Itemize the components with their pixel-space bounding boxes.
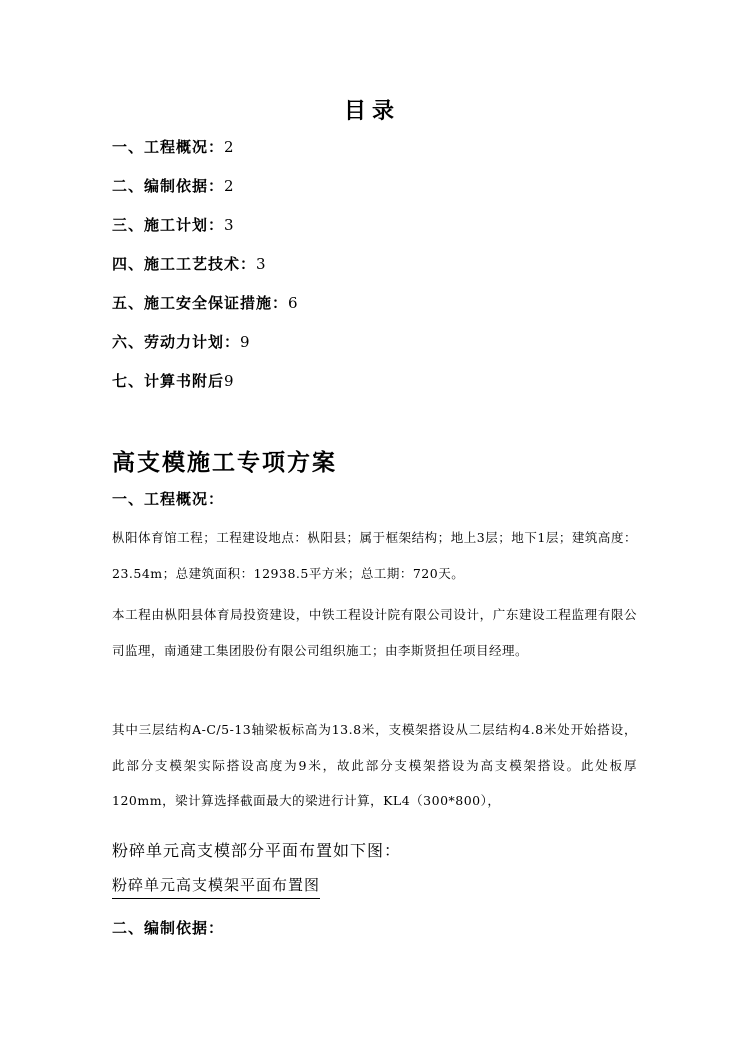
layout-description: 粉碎单元高支模部分平面布置如下图： bbox=[112, 841, 402, 860]
paragraph-project-info: 枞阳体育馆工程；工程建设地点：枞阳县；属于框架结构；地上3层；地下1层；建筑高度：23.54m；总建筑面积：12938.5平方米；总工期：720天。 bbox=[112, 530, 637, 581]
paragraph-parties: 本工程由枞阳县体育局投资建设，中铁工程设计院有限公司设计，广东建设工程监理有限公司监理，南通建工集团股份有限公司组织施工；由李斯贤担任项目经理。 bbox=[112, 607, 637, 658]
section-heading-overview: 一、工程概况： bbox=[112, 490, 225, 508]
paragraph-formwork: 其中三层结构A-C/5-13轴梁板标高为13.8米，支模架搭设从二层结构4.8米处开始搭设，此部分支模架实际搭设高度为9米，故此部分支模架搭设为高支模架搭设。此处板厚120mm，梁计算选择截面最大的梁进行计算，KL4（300*800）， bbox=[112, 722, 637, 808]
toc-item-page: 3 bbox=[256, 255, 266, 273]
toc-item-page: 9 bbox=[240, 333, 250, 351]
toc-item-page: 3 bbox=[224, 216, 234, 234]
toc-item-label: 三、施工计划： bbox=[112, 216, 225, 234]
toc-item-label: 七、计算书附后 bbox=[112, 372, 225, 390]
toc-item bbox=[112, 251, 298, 290]
toc-item bbox=[112, 368, 298, 407]
toc-item bbox=[112, 290, 298, 329]
toc-item-label: 二、编制依据： bbox=[112, 177, 225, 195]
toc-item bbox=[112, 134, 298, 173]
toc-item-page: 2 bbox=[224, 177, 234, 195]
toc-title: 目录 bbox=[343, 98, 400, 124]
toc-item-label: 五、施工安全保证措施： bbox=[112, 294, 289, 312]
figure-caption: 粉碎单元高支模架平面布置图 bbox=[112, 874, 320, 899]
section-heading-basis: 二、编制依据： bbox=[112, 919, 225, 937]
document-title: 高支模施工专项方案 bbox=[112, 449, 337, 476]
toc-item bbox=[112, 212, 298, 251]
toc-item bbox=[112, 173, 298, 212]
toc-item-page: 9 bbox=[224, 372, 234, 390]
toc-item bbox=[112, 329, 298, 368]
toc-item-page: 2 bbox=[224, 138, 234, 156]
toc-item-label: 六、劳动力计划： bbox=[112, 333, 241, 351]
toc-item-label: 一、工程概况： bbox=[112, 138, 225, 156]
table-of-contents bbox=[112, 134, 298, 407]
toc-item-page: 6 bbox=[288, 294, 298, 312]
toc-item-label: 四、施工工艺技术： bbox=[112, 255, 257, 273]
